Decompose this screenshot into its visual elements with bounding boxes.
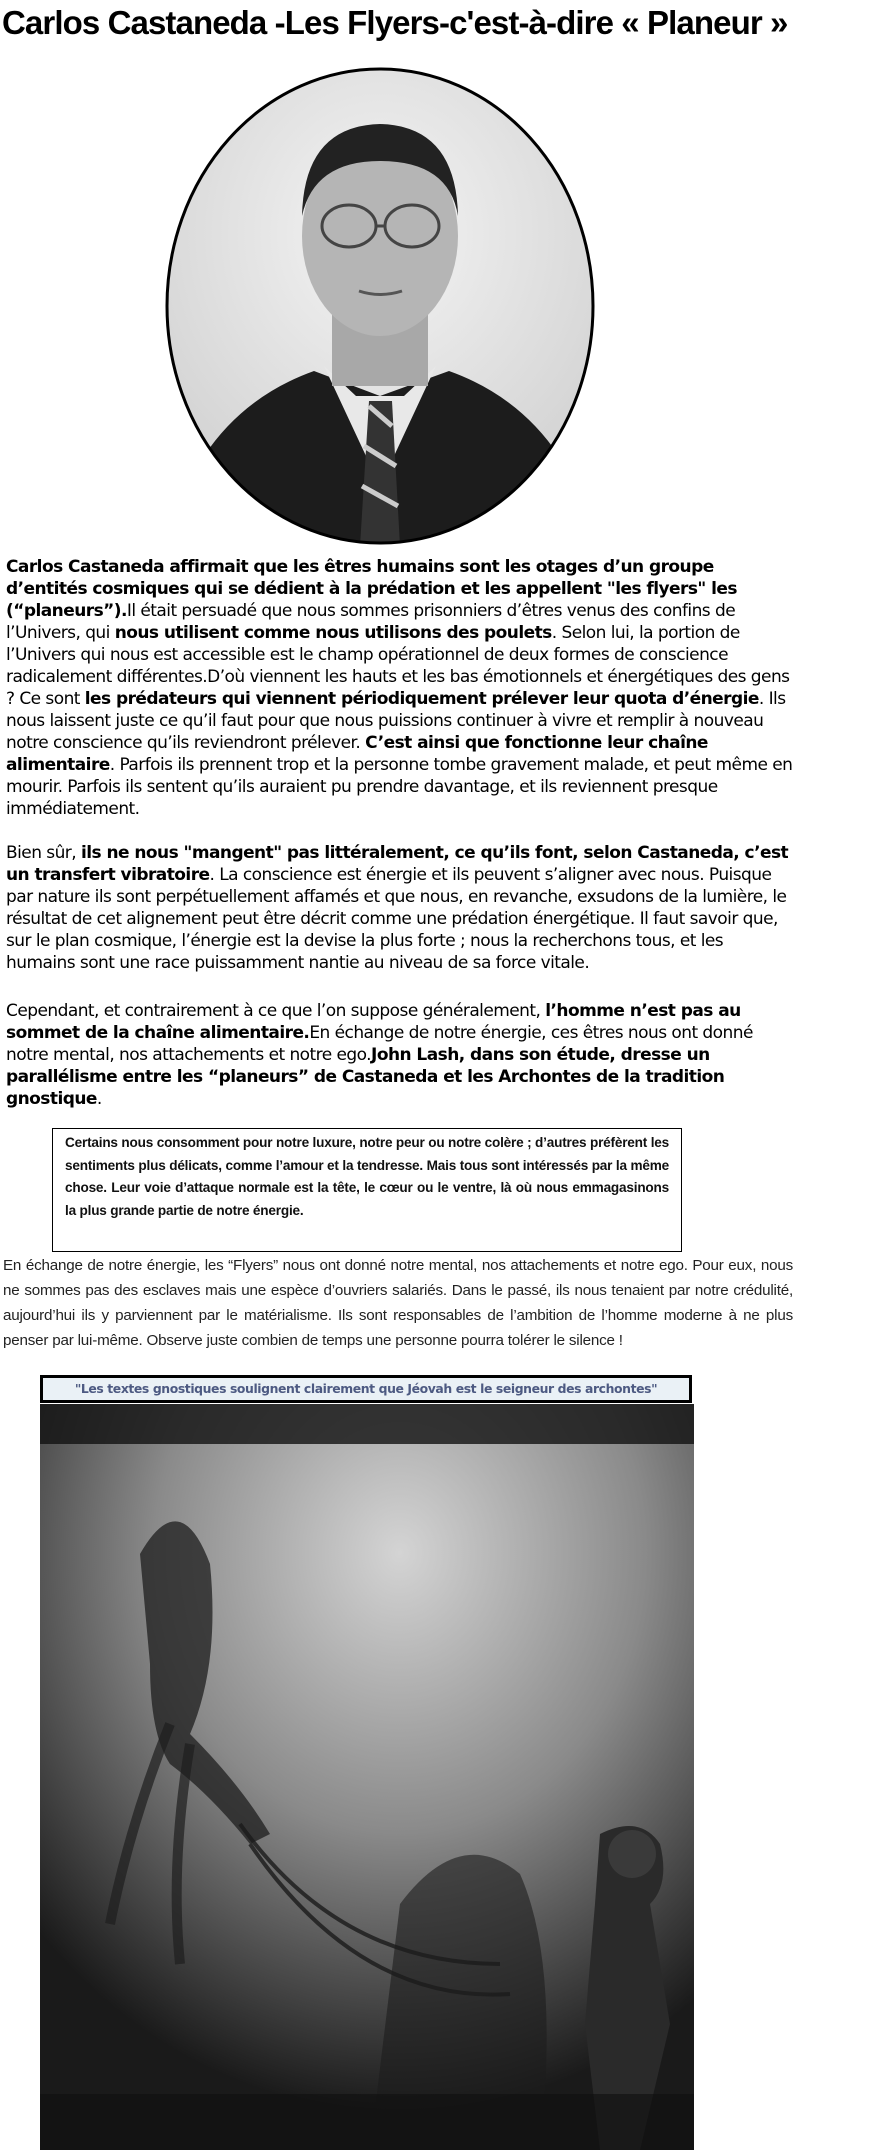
- intro-paragraph: [6, 556, 796, 820]
- text-segment: . La conscience est énergie et ils peuvent s’aligner avec nous. Puisque par nature ils sont perpétuellement affamés et que nous, en revanche, exsudons de la lumière, le résultat de cet alignement peut être décrit comme une prédation énergétique. Il faut savoir que, sur le plan cosmique, l’énergie est la devise la plus forte ; nous la recherchons tous, et les humains sont une race puissamment nantie au niveau de sa force vitale.: [6, 865, 787, 973]
- page-title: Carlos Castaneda -Les Flyers-c'est-à-dire « Planeur »: [2, 4, 788, 41]
- text-segment: .: [96, 1089, 102, 1109]
- flyers-paragraph: En échange de notre énergie, les “Flyers” nous ont donné notre mental, nos attachements et notre ego. Pour eux, nous ne sommes pas des esclaves mais une espèce d’ouvriers salariés. Dans le passé, ils nous tenaient par notre crédulité, aujourd’hui ils y parviennent par le matérialisme. Ils sont responsables de l’ambition de l’homme moderne à ne plus penser par lui-même. Observe juste combien de temps une personne pourra tolérer le silence !: [3, 1257, 793, 1349]
- food-chain-paragraph: [6, 1000, 796, 1110]
- bold-text-segment: les prédateurs qui viennent périodiquement prélever leur quota d’énergie: [84, 689, 759, 709]
- archon-shadow-image: [40, 1404, 694, 2150]
- vibratory-transfer-paragraph: [6, 842, 796, 974]
- text-segment: . Selon lui, la portion de l’Univers qui nous est accessible est le champ opérationnel de deux formes de conscience radicalement différentes.D’où viennent les hauts et les bas émotionnels et énergétiques des gens ? Ce sont: [6, 623, 790, 709]
- text-segment: Bien sûr,: [6, 843, 81, 863]
- bold-text-segment: ils ne nous "mangent" pas littéralement, ce qu’ils font, selon Castaneda, c’est un transfert vibratoire: [6, 843, 789, 885]
- image-caption: "Les textes gnostiques soulignent clairement que Jéovah est le seigneur des archontes": [40, 1375, 692, 1403]
- bold-text-segment: nous utilisent comme nous utilisons des poulets: [114, 623, 552, 643]
- text-segment: En échange de notre énergie, ces êtres nous ont donné notre mental, nos attachements et notre ego.: [6, 1023, 753, 1065]
- text-segment: Il était persuadé que nous sommes prisonniers d’êtres venus des confins de l’Univers, qui: [6, 601, 736, 643]
- quote-box: Certains nous consomment pour notre luxure, notre peur ou notre colère ; d’autres préfèrent les sentiments plus délicats, comme l’amour et la tendresse. Mais tous sont intéressés par la même chose. Leur voie d’attaque normale est la tête, le cœur ou le ventre, là où nous emmagasinons la plus grande partie de notre énergie.: [52, 1128, 682, 1252]
- text-segment: . Ils nous laissent juste ce qu’il faut pour que nous puissions continuer à vivre et remplir à nouveau notre conscience qu’ils reviendront prélever.: [6, 689, 786, 753]
- text-segment: Cependant, et contrairement à ce que l’on suppose généralement,: [6, 1001, 546, 1021]
- bold-text-segment: l’homme n’est pas au sommet de la chaîne alimentaire.: [6, 1001, 741, 1043]
- bold-text-segment: John Lash, dans son étude, dresse un parallélisme entre les “planeurs” de Castaneda et les Archontes de la tradition gnostique: [6, 1045, 725, 1109]
- bold-text-segment: Carlos Castaneda affirmait que les êtres humains sont les otages d’un groupe d’entités cosmiques qui se dédient à la prédation et les appellent "les flyers" les (“planeurs”).: [6, 557, 737, 621]
- portrait-photo: [164, 66, 596, 546]
- text-segment: . Parfois ils prennent trop et la personne tombe gravement malade, et peut même en mourir. Parfois ils sentent qu’ils auraient pu prendre davantage, et ils reviennent presque immédiatement.: [6, 755, 793, 819]
- bold-text-segment: C’est ainsi que fonctionne leur chaîne alimentaire: [6, 733, 708, 775]
